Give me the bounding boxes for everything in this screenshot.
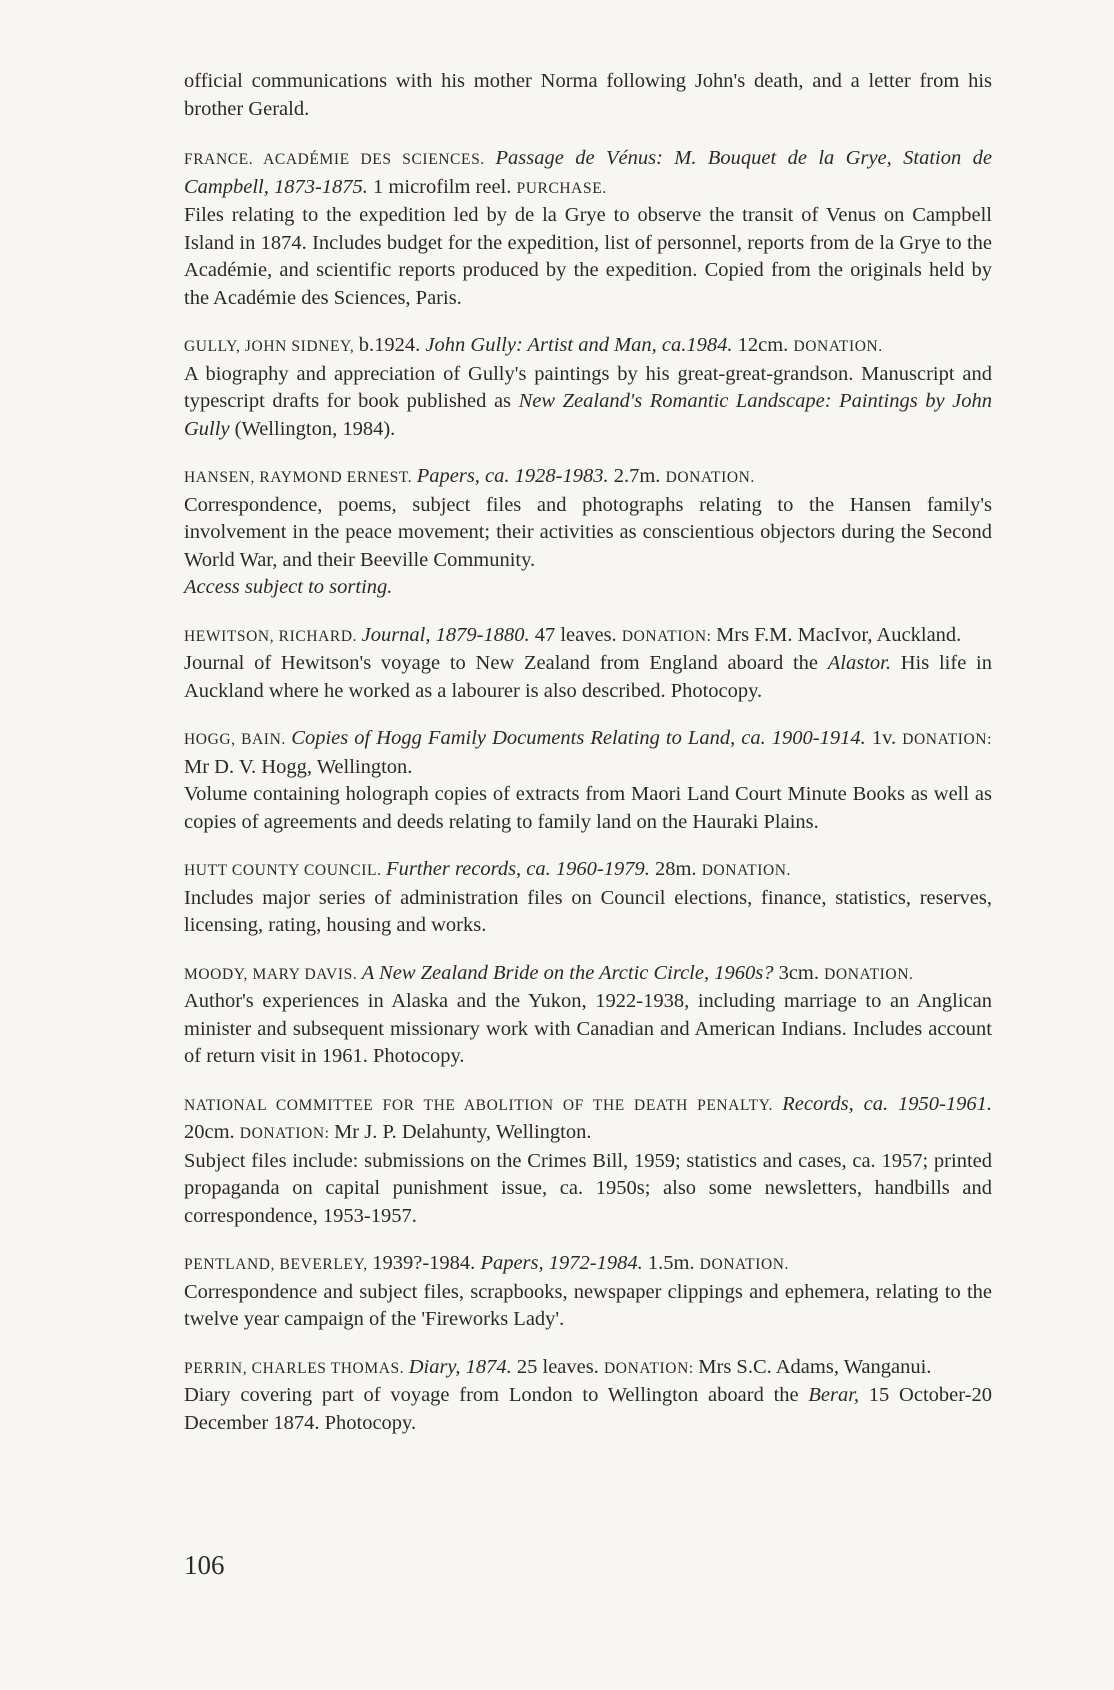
text-run: His life in Auckland where he worked as a labourer is also described. Photocopy. bbox=[184, 652, 992, 702]
catalogue-entry bbox=[184, 960, 992, 1071]
small-caps-text: DONATION: bbox=[621, 627, 717, 645]
entry-description bbox=[184, 781, 992, 836]
text-run: Mrs S.C. Adams, Wanganui. bbox=[698, 1355, 932, 1378]
entry-description bbox=[184, 361, 992, 444]
entry-heading bbox=[184, 1250, 992, 1279]
small-caps-text: DONATION. bbox=[699, 1256, 790, 1273]
italic-title: Further records, ca. 1960-1979. bbox=[386, 858, 650, 880]
small-caps-text: DONATION: bbox=[239, 1125, 335, 1142]
small-caps-text: NATIONAL COMMITTEE FOR THE ABOLITION OF THE DEATH PENALTY. bbox=[184, 1096, 783, 1114]
text-run: b.1924. bbox=[358, 334, 426, 356]
italic-title: Copies of Hogg Family Documents Relating to Land, ca. 1900-1914. bbox=[291, 727, 866, 749]
small-caps-text: DONATION: bbox=[902, 731, 992, 748]
access-note: Access subject to sorting. bbox=[184, 576, 393, 598]
text-run: 15 October-20 December 1874. Photocopy. bbox=[184, 1384, 992, 1434]
entry-description bbox=[184, 1148, 992, 1231]
small-caps-text: MOODY, MARY DAVIS. bbox=[184, 965, 362, 983]
entry-description bbox=[184, 988, 992, 1071]
catalogue-entry bbox=[184, 145, 992, 312]
small-caps-text: PERRIN, CHARLES THOMAS. bbox=[184, 1359, 409, 1377]
text-run: 1v. bbox=[865, 727, 903, 749]
text-run: A biography and appreciation of Gully's paintings by his great-great-grandson. Manuscript and typescript drafts for book published as bbox=[184, 362, 992, 412]
carryover-entry bbox=[184, 68, 992, 123]
text-run: 1939?-1984. bbox=[372, 1252, 481, 1274]
small-caps-text: DONATION. bbox=[701, 862, 792, 879]
entry-description bbox=[184, 492, 992, 575]
text-run: Author's experiences in Alaska and the Yukon, 1922-1938, including marriage to an Anglican minister and subsequent missionary work with Canadian and American Indians. Includes account of return visit in 1961. Photocopy. bbox=[184, 990, 992, 1067]
entry-note bbox=[184, 574, 992, 602]
entry-description bbox=[184, 1382, 992, 1437]
small-caps-text: HEWITSON, RICHARD. bbox=[184, 627, 362, 645]
text-run: Volume containing holograph copies of extracts from Maori Land Court Minute Books as well as copies of agreements and deeds relating to family land on the Hauraki Plains. bbox=[184, 783, 992, 833]
text-run: 20cm. bbox=[184, 1121, 240, 1143]
italic-title: Papers, ca. 1928-1983. bbox=[416, 465, 609, 487]
catalogue-entry bbox=[184, 622, 992, 706]
catalogue-page bbox=[184, 68, 992, 1457]
page-number: 106 bbox=[184, 1550, 225, 1580]
catalogue-entry bbox=[184, 725, 992, 836]
small-caps-text: PENTLAND, BEVERLEY, bbox=[184, 1256, 373, 1273]
text-run: 25 leaves. bbox=[511, 1355, 604, 1378]
text-run: Correspondence and subject files, scrapbooks, newspaper clippings and ephemera, relating to the twelve year campaign of the 'Fireworks Lady'. bbox=[184, 1280, 992, 1330]
text-run: Files relating to the expedition led by de la Grye to observe the transit of Venus on Campbell Island in 1874. Includes budget for the expedition, list of personnel, reports from de la Grye to the Académie, and scientific reports produced by the expedition. Copied from the originals held by the Académie des Sciences, Paris. bbox=[184, 204, 992, 309]
small-caps-text: HANSEN, RAYMOND ERNEST. bbox=[184, 469, 417, 486]
catalogue-entry bbox=[184, 856, 992, 940]
entry-heading bbox=[184, 622, 992, 651]
small-caps-text: HOGG, BAIN. bbox=[184, 731, 292, 748]
small-caps-text: FRANCE. ACADÉMIE DES SCIENCES. bbox=[184, 151, 496, 168]
text-run: (Wellington, 1984). bbox=[229, 417, 396, 440]
text-run: 1 microfilm reel. bbox=[367, 175, 517, 198]
text-run: Subject files include: submissions on the Crimes Bill, 1959; statistics and cases, ca. 1957; printed propaganda on capital punishment issue, ca. 1950s; also some newsletters, handbills and correspondence, 1953-1957. bbox=[184, 1149, 992, 1227]
entry-description bbox=[184, 650, 992, 705]
small-caps-text: GULLY, JOHN SIDNEY, bbox=[184, 338, 359, 355]
small-caps-text: DONATION. bbox=[665, 469, 755, 486]
small-caps-text: DONATION: bbox=[604, 1359, 699, 1377]
carryover-text: official communications with his mother Norma following John's death, and a letter from his brother Gerald. bbox=[184, 70, 992, 120]
entry-heading bbox=[184, 725, 992, 781]
small-caps-text: PURCHASE. bbox=[516, 179, 607, 197]
small-caps-text: HUTT COUNTY COUNCIL. bbox=[184, 862, 387, 879]
italic-title: Records, ca. 1950-1961. bbox=[782, 1092, 993, 1115]
italic-title: Diary, 1874. bbox=[408, 1355, 512, 1378]
text-run: 28m. bbox=[649, 858, 702, 880]
text-run: 12cm. bbox=[732, 334, 794, 356]
catalogue-entry bbox=[184, 1091, 992, 1231]
entry-heading bbox=[184, 332, 992, 361]
text-run: Journal of Hewitson's voyage to New Zealand from England aboard the bbox=[184, 652, 828, 674]
italic-title: Berar, bbox=[808, 1384, 860, 1406]
text-run: 47 leaves. bbox=[529, 623, 622, 646]
italic-title: Alastor. bbox=[827, 652, 891, 674]
entry-description bbox=[184, 1279, 992, 1334]
text-run: Diary covering part of voyage from London to Wellington aboard the bbox=[184, 1384, 809, 1406]
small-caps-text: DONATION. bbox=[824, 965, 914, 983]
italic-title: Journal, 1879-1880. bbox=[361, 623, 530, 646]
text-run: Mr D. V. Hogg, Wellington. bbox=[184, 755, 413, 778]
entry-heading bbox=[184, 856, 992, 885]
entry-heading bbox=[184, 960, 992, 989]
entry-heading bbox=[184, 1354, 992, 1383]
entry-heading bbox=[184, 463, 992, 492]
catalogue-entry bbox=[184, 1250, 992, 1334]
text-run: Mr J. P. Delahunty, Wellington. bbox=[334, 1121, 592, 1143]
italic-title: Papers, 1972-1984. bbox=[480, 1252, 643, 1274]
italic-title: John Gully: Artist and Man, ca.1984. bbox=[425, 334, 733, 356]
catalogue-entry bbox=[184, 1354, 992, 1438]
entry-description bbox=[184, 202, 992, 312]
entry-list bbox=[184, 145, 992, 1437]
text-run: Includes major series of administration files on Council elections, finance, statistics, reserves, licensing, rating, housing and works. bbox=[184, 886, 992, 936]
text-run: Mrs F.M. MacIvor, Auckland. bbox=[716, 623, 962, 646]
italic-title: Passage de Vénus: M. Bouquet de la Grye, Station de Campbell, 1873-1875. bbox=[184, 147, 992, 198]
text-run: 1.5m. bbox=[642, 1252, 700, 1274]
text-run: 3cm. bbox=[773, 961, 825, 984]
small-caps-text: DONATION. bbox=[793, 338, 883, 355]
text-run: 2.7m. bbox=[608, 465, 666, 487]
catalogue-entry bbox=[184, 463, 992, 602]
italic-title: New Zealand's Romantic Landscape: Paintings by John Gully bbox=[184, 390, 992, 440]
text-run: Correspondence, poems, subject files and photographs relating to the Hansen family's involvement in the peace movement; their activities as conscientious objectors during the Second World War, and their Beeville Community. bbox=[184, 493, 992, 571]
catalogue-entry bbox=[184, 332, 992, 443]
entry-heading bbox=[184, 1091, 992, 1148]
italic-title: A New Zealand Bride on the Arctic Circle, 1960s? bbox=[361, 961, 774, 984]
entry-heading bbox=[184, 145, 992, 202]
entry-description bbox=[184, 885, 992, 940]
